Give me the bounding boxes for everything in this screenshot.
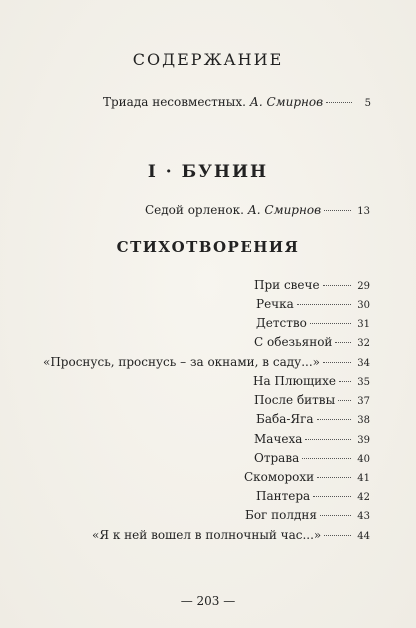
poem-title: «Я к ней вошел в полночный час...» (92, 528, 322, 542)
dot-leader (338, 400, 351, 401)
poem-entry (253, 374, 370, 388)
dot-leader (323, 362, 351, 363)
page-number: 44 (357, 531, 370, 542)
dot-leader (323, 285, 351, 286)
poem-entry (254, 393, 370, 407)
page-number: 42 (357, 492, 370, 503)
dot-leader (324, 210, 351, 211)
dot-leader (313, 496, 351, 497)
poem-title: Пантера (256, 489, 311, 503)
entry-title: Триада несовместных. (103, 95, 246, 109)
poem-entry (254, 451, 370, 465)
poem-title: Мачеха (254, 432, 303, 446)
section-heading: СТИХОТВОРЕНИЯ (116, 238, 300, 256)
dot-leader (324, 535, 351, 536)
poem-entry (244, 470, 370, 484)
poem-entry (256, 412, 370, 426)
poem-title: Детство (256, 316, 307, 330)
dot-leader (317, 477, 351, 478)
dot-leader (305, 439, 351, 440)
page-number: 40 (357, 454, 370, 465)
page-number: 5 (364, 98, 371, 109)
page-number: 38 (357, 415, 370, 426)
poem-title: Баба-Яга (256, 412, 314, 426)
toc-entry (145, 203, 370, 217)
entry-author: А. Смирнов (249, 95, 324, 109)
dot-leader (326, 102, 352, 103)
page-number: 29 (357, 281, 370, 292)
dot-leader (320, 515, 351, 516)
page-number: 13 (357, 206, 370, 217)
page-number: 30 (357, 300, 370, 311)
poem-entry (254, 278, 370, 292)
entry-author: А. Смирнов (247, 203, 322, 217)
page-number: 43 (357, 511, 370, 522)
toc-entry (103, 95, 371, 109)
page-number: 31 (357, 319, 370, 330)
page-number: 32 (357, 338, 370, 349)
dot-leader (297, 304, 351, 305)
poem-title: Речка (256, 297, 294, 311)
poem-title: Скоморохи (244, 470, 315, 484)
page-number: 39 (357, 435, 370, 446)
page-number: 35 (357, 377, 370, 388)
entry-title: Седой орленок. (145, 203, 244, 217)
poem-title: «Проснусь, проснусь – за окнами, в саду...» (43, 355, 320, 369)
poem-entry (92, 528, 370, 542)
poem-entry (256, 297, 370, 311)
dot-leader (339, 381, 351, 382)
poem-title: Бог полдня (245, 508, 317, 522)
part-heading: I · БУНИН (147, 162, 269, 182)
poem-entry (43, 355, 370, 369)
dot-leader (335, 342, 351, 343)
dot-leader (317, 419, 351, 420)
poem-entry (254, 335, 370, 349)
poem-title: Отрава (254, 451, 300, 465)
dot-leader (302, 458, 351, 459)
poem-entry (256, 316, 370, 330)
contents-heading: СОДЕРЖАНИЕ (132, 50, 284, 69)
poem-title: С обезьяной (254, 335, 333, 349)
dot-leader (310, 323, 351, 324)
poem-entry (256, 489, 370, 503)
poem-title: На Плющихе (253, 374, 336, 388)
page-number: 37 (357, 396, 370, 407)
page-number: 34 (357, 358, 370, 369)
poem-title: При свече (254, 278, 320, 292)
page-folio: — 203 — (180, 594, 236, 608)
page-number: 41 (357, 473, 370, 484)
poem-title: После битвы (254, 393, 336, 407)
poem-entry (245, 508, 370, 522)
poem-entry (254, 432, 370, 446)
